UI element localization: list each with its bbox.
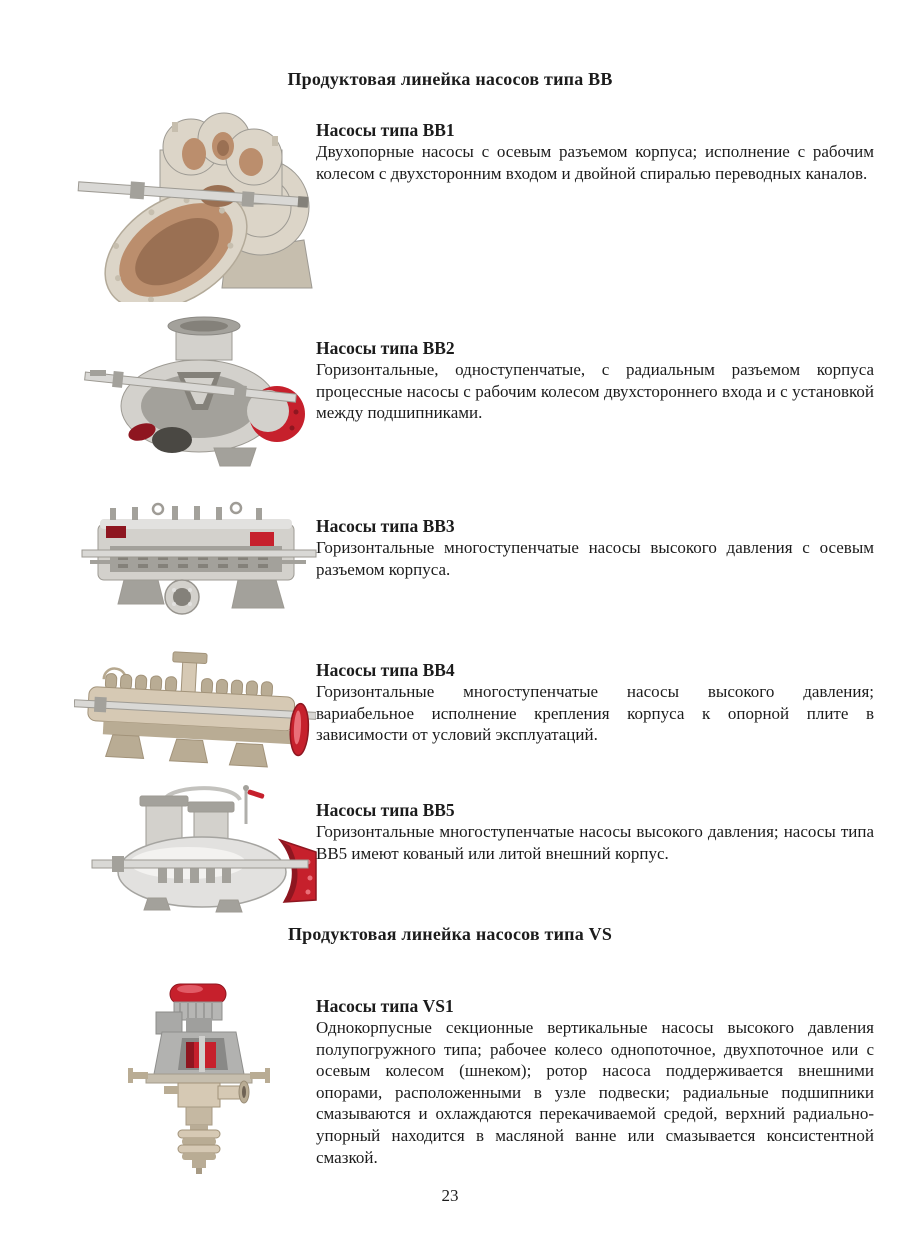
bb3-description: Горизонтальные многоступенчатые насосы высокого давления с осевым разъемом корпуса. [316,538,874,579]
bb2-heading: Насосы типа BB2 [316,338,455,358]
bb5-description: Горизонтальные многоступенчатые насосы высокого давления; насосы типа BB5 имеют кованый или литой внешний корпус. [316,822,874,863]
group-title-vs: Продуктовая линейка насосов типа VS [287,924,613,944]
bb4-pump-image [74,644,316,770]
bb1-pump-image [76,102,314,302]
vs1-description: Однокорпусные секционные вертикальные насосы высокого давления полупогружного типа; рабочее колесо однопоточное, двухпоточное или с осевым колесом (шнеком); ротор насоса поддерживается внешними опорами, расположенными в узле подвески; радиальные подшипники смазываются и охлаждаются перекачиваемой средой, верхний радиально-упорный находится в масляной ванне или смазывается консистентной смазкой. [316,1018,874,1167]
bb4-heading: Насосы типа BB4 [316,660,455,680]
bb5-section [316,799,874,864]
bb3-heading: Насосы типа BB3 [316,516,455,536]
bb3-pump-image [80,494,318,618]
bb2-description: Горизонтальные, одноступенчатые, с радиальным разъемом корпуса процессные насосы с рабочим колесом двухстороннего входа и с установкой между подшипниками. [316,360,874,423]
page-number: 23 [441,1186,459,1205]
vs1-pump-image [126,974,274,1176]
bb1-description: Двухопорные насосы с осевым разъемом корпуса; исполнение с рабочим колесом с двухсторонним входом и двойной спиралью переводных каналов. [316,142,874,183]
bb2-pump-image [84,314,314,478]
bb5-pump-image [90,780,322,914]
bb1-pump-cutaway-illustration [76,102,314,302]
bb4-section [316,659,874,746]
vs1-section [316,995,874,1168]
bb5-heading: Насосы типа BB5 [316,800,455,820]
bb4-description: Горизонтальные многоступенчатые насосы высокого давления; вариабельное исполнение крепления корпуса к опорной плите в зависимости от условий эксплуатаций. [316,682,874,745]
vs1-pump-cutaway-illustration [126,974,274,1176]
bb5-pump-cutaway-illustration [90,780,322,914]
bb2-pump-cutaway-illustration [84,314,314,478]
vs1-heading: Насосы типа VS1 [316,996,454,1016]
bb3-section [316,515,874,580]
bb2-section [316,337,874,424]
bb1-heading: Насосы типа BB1 [316,120,455,140]
bb1-section [316,119,874,184]
group-title-bb: Продуктовая линейка насосов типа BB [287,69,613,89]
bb3-pump-cutaway-illustration [80,494,318,618]
bb4-pump-cutaway-illustration [74,644,316,770]
